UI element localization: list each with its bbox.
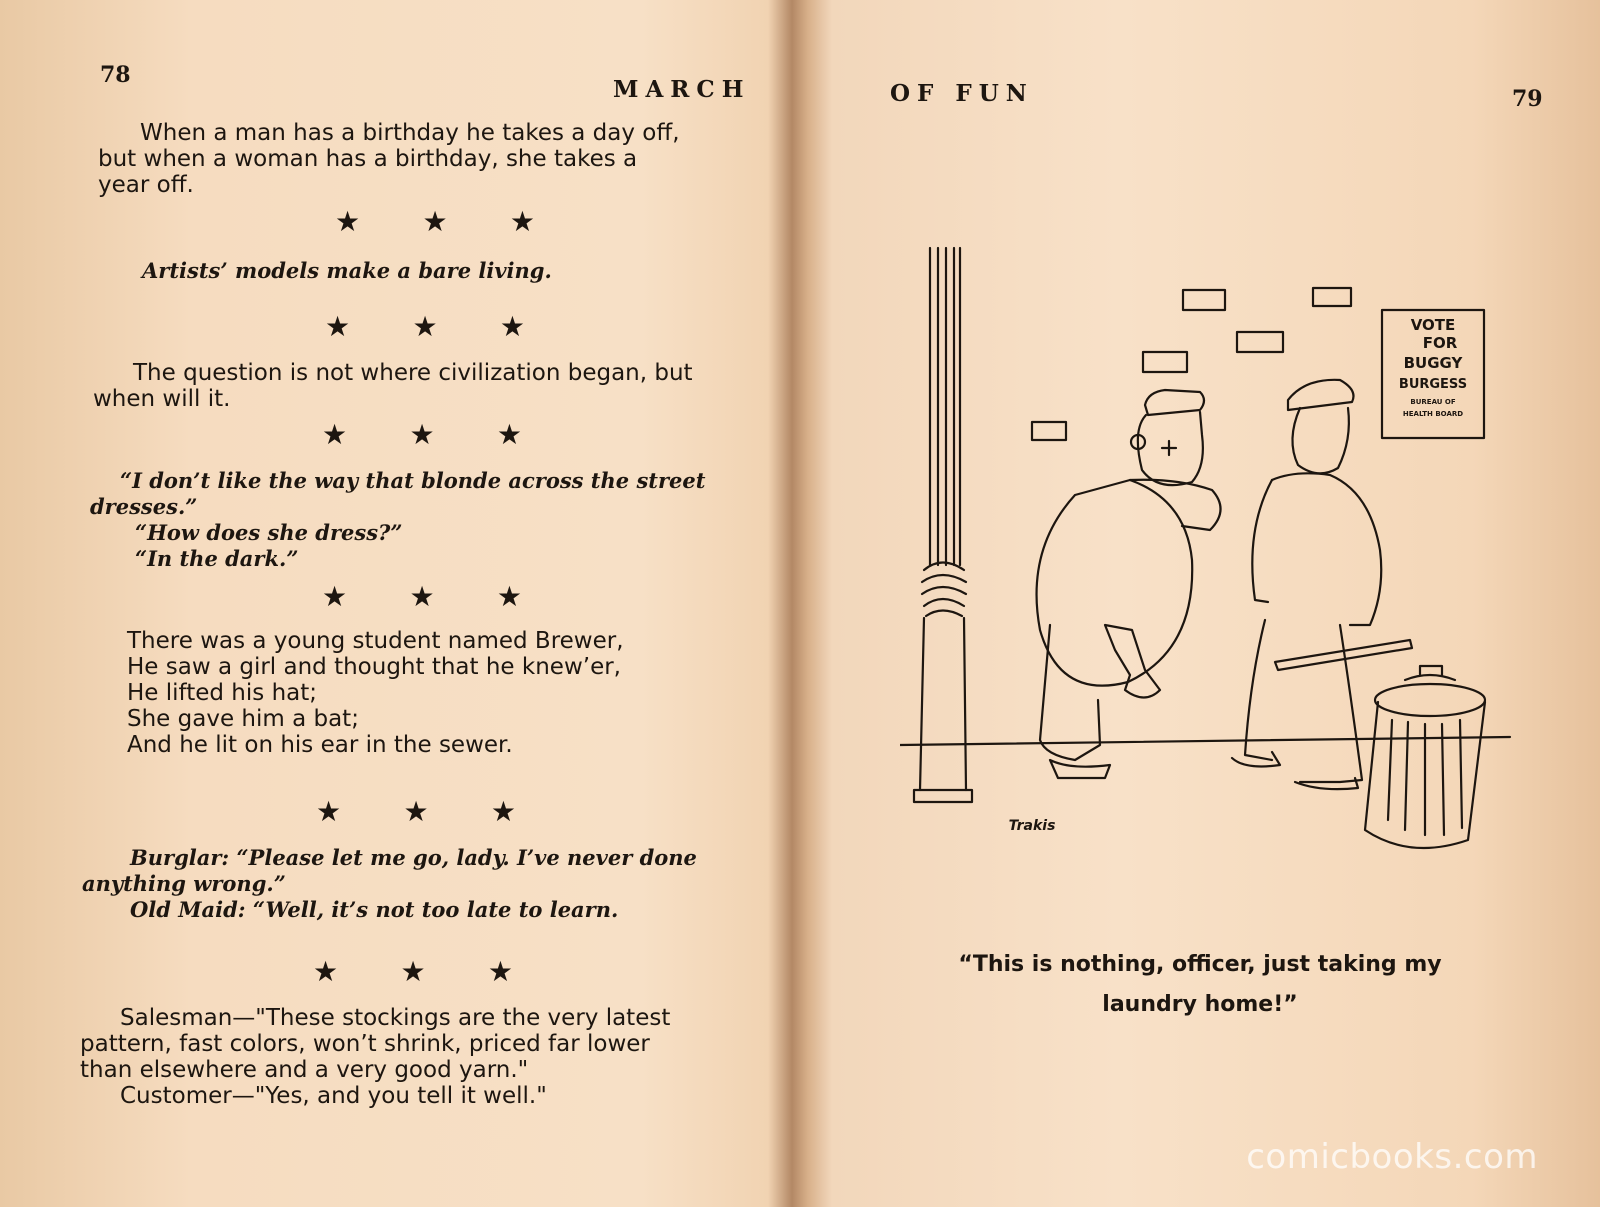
star-icon: ★ <box>499 310 525 343</box>
running-head-left: MARCH <box>613 76 751 103</box>
poster-line: HEALTH BOARD <box>1402 410 1464 418</box>
star-icon: ★ <box>322 580 348 613</box>
star-icon: ★ <box>496 580 522 613</box>
cartoon-caption <box>940 945 1460 1025</box>
star-icon: ★ <box>325 310 351 343</box>
sidewalk-line <box>900 737 1510 745</box>
joke-blonde <box>90 468 740 572</box>
cartoon-illustration <box>900 230 1540 880</box>
brick <box>1032 422 1066 440</box>
separator-stars <box>322 580 522 613</box>
separator-stars <box>313 955 513 988</box>
trash-can <box>1365 666 1485 848</box>
page-number-right: 79 <box>1512 86 1543 112</box>
caption-line: laundry home!” <box>1102 992 1298 1017</box>
joke-burglar <box>82 845 732 923</box>
joke-line: Customer—"Yes, and you tell it well." <box>120 1083 547 1109</box>
joke-line: Burglar: “Please let me go, lady. I’ve never done <box>130 845 697 870</box>
joke-line: pattern, fast colors, won’t shrink, priced far lower <box>80 1031 650 1057</box>
joke-line: There was a young student named Brewer, <box>127 628 624 654</box>
joke-line: “I don’t like the way that blonde across the street <box>120 468 706 493</box>
policeman-figure <box>1232 380 1412 789</box>
star-icon: ★ <box>403 795 429 828</box>
star-icon: ★ <box>322 418 348 451</box>
artist-signature: Trakis <box>1008 818 1056 834</box>
star-icon: ★ <box>400 955 426 988</box>
joke-line: “How does she dress?” <box>135 520 403 545</box>
star-icon: ★ <box>487 955 513 988</box>
joke-line: but when a woman has a birthday, she takes a <box>98 146 638 172</box>
poster-line: FOR <box>1422 334 1458 352</box>
joke-line: dresses.” <box>90 494 198 519</box>
star-icon: ★ <box>412 310 438 343</box>
joke-line: Old Maid: “Well, it’s not too late to learn. <box>130 897 619 922</box>
left-page <box>0 0 790 1207</box>
joke-line: than elsewhere and a very good yarn." <box>80 1057 529 1083</box>
joke-line: When a man has a birthday he takes a day off, <box>140 120 680 146</box>
star-icon: ★ <box>496 418 522 451</box>
star-icon: ★ <box>409 580 435 613</box>
star-icon: ★ <box>509 205 535 238</box>
lamp-post <box>914 248 972 802</box>
brick <box>1313 288 1351 306</box>
star-icon: ★ <box>316 795 342 828</box>
brick <box>1183 290 1225 310</box>
joke-line: Salesman—"These stockings are the very latest <box>120 1005 671 1031</box>
joke-line: She gave him a bat; <box>127 706 359 732</box>
joke-line: He lifted his hat; <box>127 680 318 706</box>
separator-stars <box>335 205 535 238</box>
star-icon: ★ <box>422 205 448 238</box>
joke-salesman <box>80 1005 730 1109</box>
star-icon: ★ <box>335 205 361 238</box>
joke-line: year off. <box>98 172 194 198</box>
poster-line: BUGGY <box>1403 354 1463 372</box>
poster-line: VOTE <box>1410 316 1456 334</box>
running-head-right: OF FUN <box>890 80 1034 107</box>
joke-birthday <box>98 120 738 198</box>
star-icon: ★ <box>490 795 516 828</box>
caption-line: “This is nothing, officer, just taking my <box>958 952 1442 977</box>
joke-line: “In the dark.” <box>135 546 299 571</box>
right-page <box>810 0 1600 1207</box>
star-icon: ★ <box>409 418 435 451</box>
brick <box>1237 332 1283 352</box>
separator-stars <box>316 795 516 828</box>
joke-civilization <box>93 360 743 412</box>
laundry-man-figure <box>1037 390 1221 778</box>
poster-line: BURGESS <box>1398 377 1468 392</box>
joke-models <box>142 258 792 284</box>
joke-line: And he lit on his ear in the sewer. <box>127 732 513 758</box>
page-number-left: 78 <box>100 62 131 88</box>
joke-line: Artists’ models make a bare living. <box>142 258 552 283</box>
star-icon: ★ <box>313 955 339 988</box>
poster-line: BUREAU OF <box>1410 398 1456 406</box>
joke-line: The question is not where civilization began, but <box>133 360 693 386</box>
joke-limerick <box>127 628 777 758</box>
watermark: comicbooks.com <box>1246 1137 1538 1177</box>
joke-line: He saw a girl and thought that he knew’er, <box>127 654 621 680</box>
joke-line: anything wrong.” <box>82 871 286 896</box>
joke-line: when will it. <box>93 386 231 412</box>
separator-stars <box>322 418 522 451</box>
separator-stars <box>325 310 525 343</box>
brick <box>1143 352 1187 372</box>
